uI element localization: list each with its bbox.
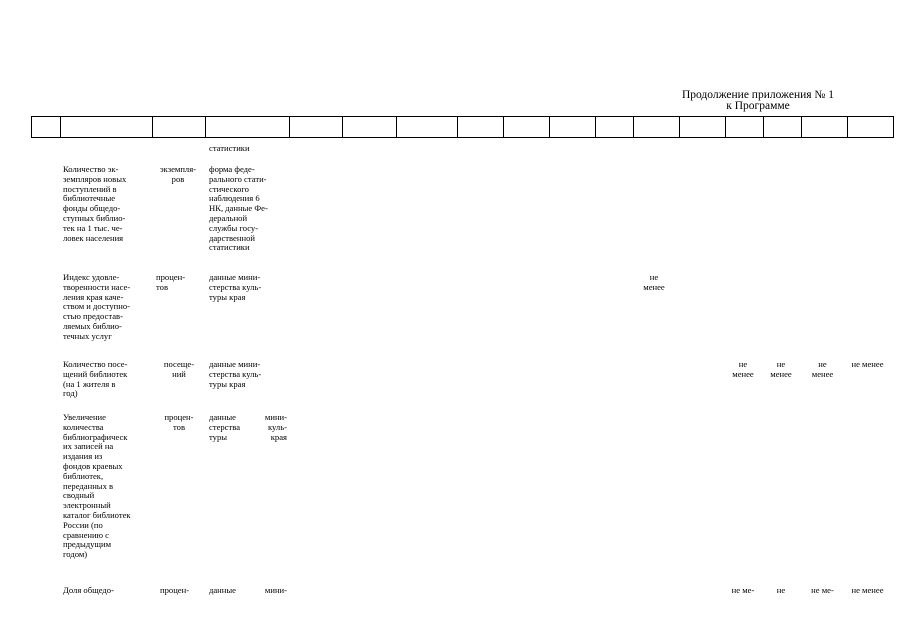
target-value-cell: не менее bbox=[811, 359, 834, 379]
indicator-unit: процен- тов bbox=[164, 412, 194, 432]
indicator-unit: процен- тов bbox=[156, 272, 186, 292]
appendix-header-line2: к Программе bbox=[726, 100, 790, 112]
indicator-source: данные мини- стерства куль- туры края bbox=[209, 272, 262, 302]
target-value-cell: не ме- bbox=[731, 585, 755, 595]
appendix-header-line1: Продолжение приложения № 1 bbox=[681, 89, 835, 101]
target-value-cell: не менее bbox=[643, 272, 665, 292]
indicator-name: Увеличение количества библиографическ их записей на издания из фондов краевых библиотек, переданных в сводный электронный каталог библиотек России (по сравнению с предыдущим годом) bbox=[63, 412, 131, 560]
target-value-cell: не менее bbox=[770, 359, 792, 379]
appendix-header bbox=[660, 90, 856, 112]
indicator-source: данные мини- стерства куль- туры края bbox=[209, 359, 262, 389]
indicator-unit: посеще- ний bbox=[163, 359, 195, 379]
grid-cell bbox=[596, 117, 634, 138]
indicator-name: Количество посе- щений библиотек (на 1 жителя в год) bbox=[63, 359, 128, 399]
grid-cell bbox=[61, 117, 153, 138]
grid-cell bbox=[726, 117, 764, 138]
grid-cell bbox=[504, 117, 550, 138]
indicator-source: данные мини- bbox=[209, 585, 287, 595]
grid-cell bbox=[206, 117, 290, 138]
grid-cell bbox=[343, 117, 397, 138]
target-value-cell: не ме- bbox=[811, 585, 834, 595]
grid-cell bbox=[153, 117, 206, 138]
column-header-row bbox=[31, 116, 894, 138]
indicator-name: Индекс удовле- творенности насе- ления края каче- ством и доступно- стью предостав- ляемых библио- течных услуг bbox=[63, 272, 131, 341]
grid-cell bbox=[802, 117, 848, 138]
indicator-name: Количество эк- земпляров новых поступлений в библиотечные фонды общедо- ступных библио- тек на 1 тыс. че- ловек населения bbox=[63, 164, 127, 243]
grid-cell bbox=[290, 117, 343, 138]
target-value-cell: не bbox=[776, 585, 786, 595]
grid-cell bbox=[397, 117, 458, 138]
target-value-cell: не менее bbox=[851, 359, 884, 369]
indicator-unit: экземпля- ров bbox=[159, 164, 197, 184]
grid-cell bbox=[32, 117, 61, 138]
grid-cell bbox=[764, 117, 802, 138]
grid-cell bbox=[634, 117, 680, 138]
grid-cell bbox=[458, 117, 504, 138]
grid-cell bbox=[848, 117, 894, 138]
target-value-cell: не менее bbox=[732, 359, 754, 379]
grid-cell bbox=[680, 117, 726, 138]
grid-cell bbox=[550, 117, 596, 138]
source-cell-continuation: статистики bbox=[209, 143, 250, 153]
indicator-name: Доля общедо- bbox=[63, 585, 114, 595]
target-value-cell: не менее bbox=[851, 585, 884, 595]
indicator-source: данные мини- стерства куль- туры края bbox=[209, 412, 287, 442]
indicator-unit: процен- bbox=[160, 585, 190, 595]
indicator-source: форма феде- рального стати- стического наблюдения 6 НК, данные Фе- деральной службы госу- дарственной статистики bbox=[209, 164, 268, 253]
